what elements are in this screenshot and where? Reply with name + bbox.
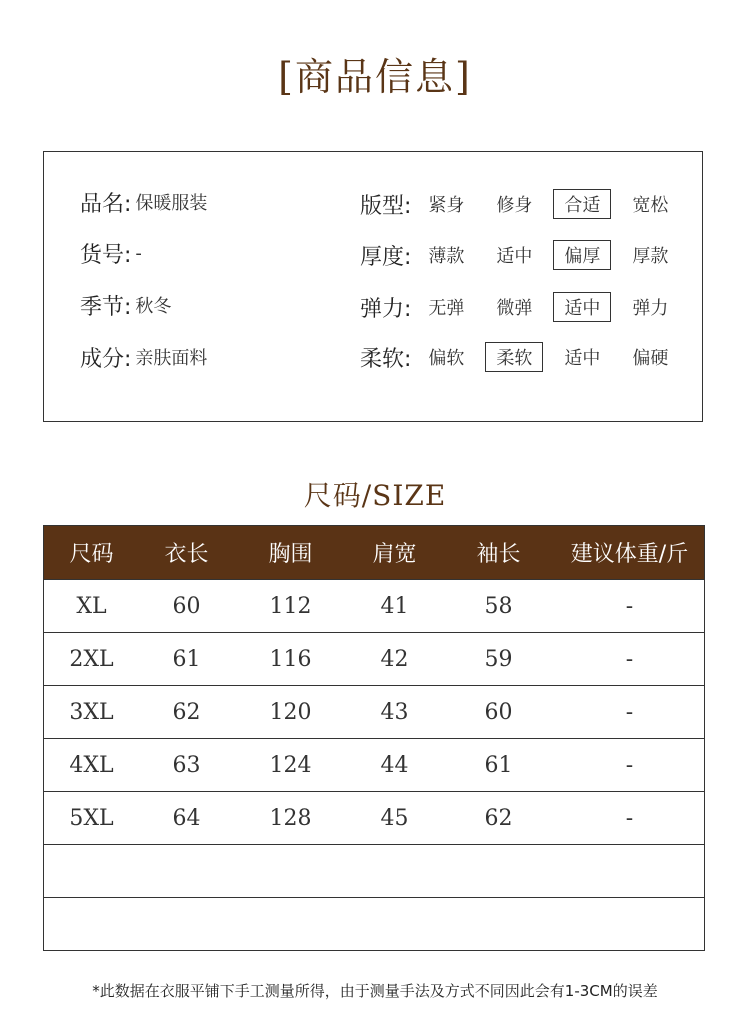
table-cell: 5XL — [69, 805, 114, 831]
column-header: 袖长 — [476, 542, 521, 567]
attr-options — [417, 342, 689, 372]
table-cell: 60 — [172, 593, 201, 619]
table-cell: 116 — [269, 646, 312, 672]
info-row-season — [80, 289, 171, 321]
attr-option: 无弹 — [428, 298, 465, 319]
info-value: 秋冬 — [135, 296, 172, 317]
table-row — [44, 685, 704, 738]
attr-option: 适中 — [496, 246, 533, 267]
attr-label: 版型: — [360, 193, 412, 219]
table-cell: 3XL — [69, 699, 114, 725]
size-table-header — [44, 526, 704, 579]
attr-option: 适中 — [564, 348, 601, 369]
attr-options — [417, 292, 689, 322]
table-cell: 124 — [269, 752, 312, 778]
attr-option: 弹力 — [632, 298, 669, 319]
measurement-note: *此数据在衣服平铺下手工测量所得，由于测量手法及方式不同因此会有1-3CM的误差 — [92, 982, 658, 1000]
info-value: 保暖服装 — [135, 193, 208, 214]
attr-options — [417, 189, 689, 219]
table-cell: 120 — [269, 699, 312, 725]
attr-options — [417, 240, 689, 270]
size-table — [43, 525, 705, 951]
attr-option: 修身 — [496, 195, 533, 216]
column-header: 尺码 — [69, 542, 114, 567]
table-cell: - — [625, 699, 634, 725]
attr-option: 偏硬 — [632, 348, 669, 369]
column-header: 建议体重/斤 — [570, 542, 689, 567]
table-row-empty — [44, 844, 704, 897]
attr-option: 微弹 — [496, 298, 533, 319]
table-cell: - — [625, 805, 634, 831]
table-cell: 58 — [484, 593, 513, 619]
table-row-empty — [44, 897, 704, 950]
attr-option-selected: 合适 — [553, 189, 611, 219]
info-row-item-number — [80, 237, 142, 269]
column-header: 肩宽 — [372, 542, 417, 567]
attr-option: 偏软 — [428, 348, 465, 369]
column-header: 胸围 — [268, 542, 313, 567]
attr-row-elasticity — [360, 291, 689, 323]
product-info-box — [43, 151, 703, 422]
attr-row-thickness — [360, 239, 689, 271]
info-label: 成分: — [80, 346, 132, 372]
column-header: 衣长 — [164, 542, 209, 567]
table-cell: 45 — [380, 805, 409, 831]
info-value: - — [135, 242, 142, 264]
attr-option: 厚款 — [632, 246, 669, 267]
table-cell: - — [625, 593, 634, 619]
page-title: [商品信息] — [278, 55, 472, 99]
table-cell: 43 — [380, 699, 409, 725]
table-cell: 41 — [380, 593, 409, 619]
table-cell: - — [625, 646, 634, 672]
info-row-material — [80, 341, 207, 373]
table-cell: 64 — [172, 805, 201, 831]
attr-option: 薄款 — [428, 246, 465, 267]
table-cell: 61 — [484, 752, 513, 778]
attr-row-fit — [360, 188, 689, 220]
table-row — [44, 579, 704, 632]
info-label: 季节: — [80, 294, 132, 320]
table-cell: - — [625, 752, 634, 778]
table-cell: 62 — [484, 805, 513, 831]
attr-option: 宽松 — [632, 195, 669, 216]
table-cell: 4XL — [69, 752, 114, 778]
table-cell: 2XL — [69, 646, 114, 672]
table-cell: XL — [76, 593, 107, 619]
attr-option-selected: 偏厚 — [553, 240, 611, 270]
table-cell: 44 — [380, 752, 409, 778]
table-cell: 42 — [380, 646, 409, 672]
info-label: 品名: — [80, 191, 132, 217]
attr-row-softness — [360, 341, 689, 373]
info-row-name — [80, 186, 207, 218]
attr-option-selected: 柔软 — [485, 342, 543, 372]
table-cell: 128 — [269, 805, 312, 831]
table-cell: 61 — [172, 646, 201, 672]
attr-label: 厚度: — [360, 244, 412, 270]
table-cell: 112 — [269, 593, 312, 619]
attr-option: 紧身 — [428, 195, 465, 216]
table-cell: 59 — [484, 646, 513, 672]
attr-label: 弹力: — [360, 296, 412, 322]
attr-label: 柔软: — [360, 346, 412, 372]
table-cell: 63 — [172, 752, 201, 778]
table-row — [44, 738, 704, 791]
table-cell: 60 — [484, 699, 513, 725]
info-value: 亲肤面料 — [135, 348, 208, 369]
table-row — [44, 632, 704, 685]
size-section-title: 尺码/SIZE — [303, 479, 447, 512]
info-label: 货号: — [80, 242, 132, 268]
attr-option-selected: 适中 — [553, 292, 611, 322]
table-cell: 62 — [172, 699, 201, 725]
table-row — [44, 791, 704, 844]
